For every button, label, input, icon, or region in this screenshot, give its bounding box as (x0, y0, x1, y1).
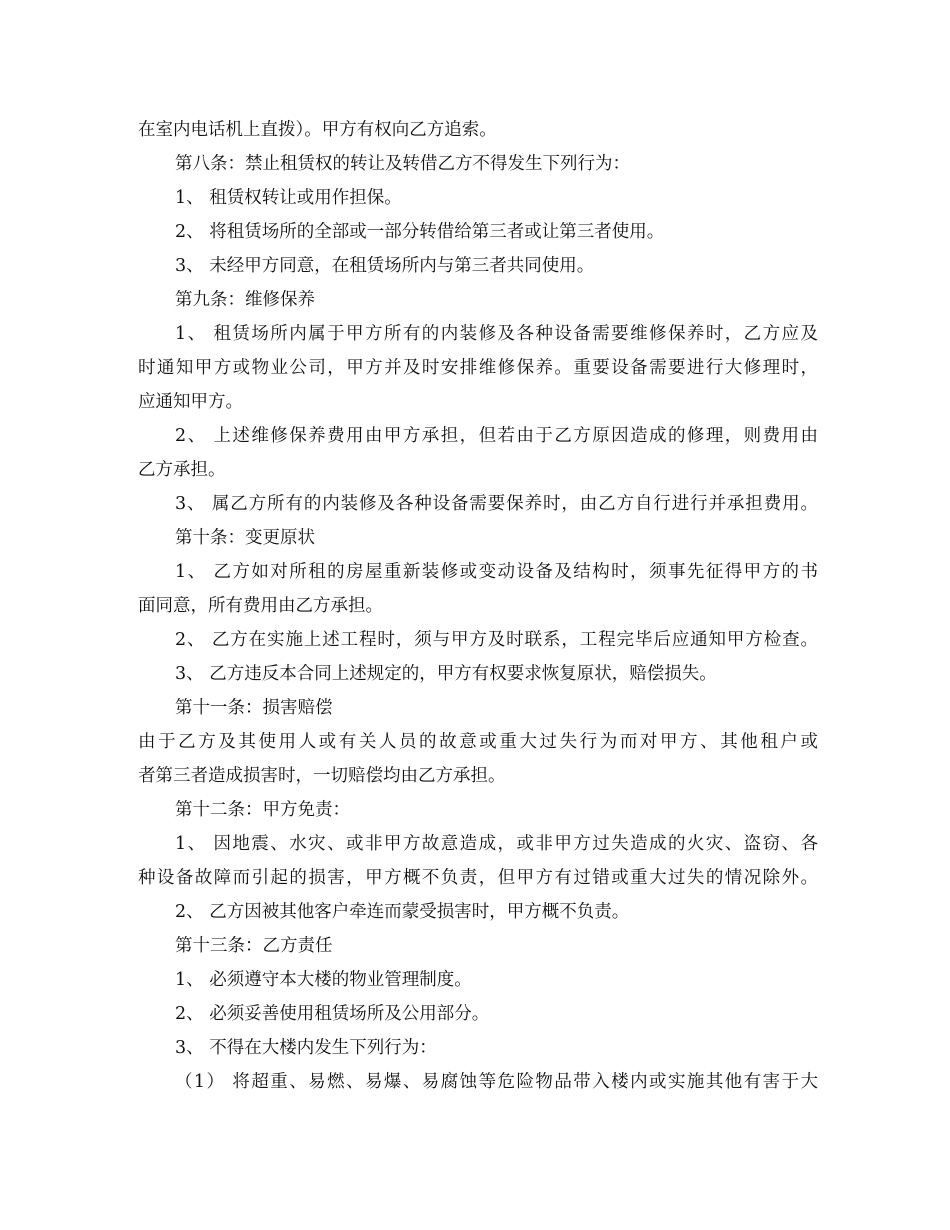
text-line: 1、 因地震、水灾、或非甲方故意造成，或非甲方过失造成的火灾、盗窃、各 (175, 834, 818, 854)
text-line: 第十三条：乙方责任 (175, 936, 333, 956)
text-line: 由于乙方及其使用人或有关人员的故意或重大过失行为而对甲方、其他租户或 (138, 732, 818, 752)
text-line: 3、 不得在大楼内发生下列行为： (175, 1038, 437, 1058)
text-line: 3、 乙方违反本合同上述规定的，甲方有权要求恢复原状，赔偿损失。 (175, 664, 717, 684)
text-line: 2、 必须妥善使用租赁场所及公用部分。 (175, 1004, 490, 1024)
text-line: 第十一条：损害赔偿 (175, 698, 333, 718)
text-line: 面同意，所有费用由乙方承担。 (138, 596, 383, 616)
text-line: 3、 属乙方所有的内装修及各种设备需要保养时，由乙方自行进行并承担费用。 (175, 494, 818, 514)
text-line: 第十二条：甲方免责： (175, 800, 350, 820)
text-line: 第八条：禁止租赁权的转让及转借乙方不得发生下列行为： (175, 154, 630, 174)
text-line: 2、 将租赁场所的全部或一部分转借给第三者或让第三者使用。 (175, 222, 665, 242)
text-line: 第九条：维修保养 (175, 290, 315, 310)
text-line: 在室内电话机上直拨）。甲方有权向乙方追索。 (138, 120, 497, 140)
text-line: 第十条：变更原状 (175, 528, 315, 548)
text-line: 种设备故障而引起的损害，甲方概不负责，但甲方有过错或重大过失的情况除外。 (138, 868, 818, 888)
document-body (138, 113, 818, 1099)
text-line: 2、 上述维修保养费用由甲方承担，但若由于乙方原因造成的修理，则费用由 (175, 426, 818, 446)
text-line: 3、 未经甲方同意，在租赁场所内与第三者共同使用。 (175, 256, 595, 276)
text-line: 时通知甲方或物业公司，甲方并及时安排维修保养。重要设备需要进行大修理时， (138, 358, 818, 378)
text-line: （1） 将超重、易燃、易爆、易腐蚀等危险物品带入楼内或实施其他有害于大 (175, 1072, 818, 1092)
text-line: 者第三者造成损害时，一切赔偿均由乙方承担。 (138, 766, 506, 786)
text-line: 2、 乙方在实施上述工程时，须与甲方及时联系，工程完毕后应通知甲方检查。 (175, 630, 818, 650)
text-line: 1、 必须遵守本大楼的物业管理制度。 (175, 970, 472, 990)
text-line: 应通知甲方。 (138, 392, 243, 412)
text-line: 1、 租赁权转让或用作担保。 (175, 188, 402, 208)
text-line: 1、 租赁场所内属于甲方所有的内装修及各种设备需要维修保养时，乙方应及 (175, 324, 818, 344)
text-line: 乙方承担。 (138, 460, 226, 480)
text-line: 2、 乙方因被其他客户牵连而蒙受损害时，甲方概不负责。 (175, 902, 630, 922)
text-line: 1、 乙方如对所租的房屋重新装修或变动设备及结构时，须事先征得甲方的书 (175, 562, 818, 582)
